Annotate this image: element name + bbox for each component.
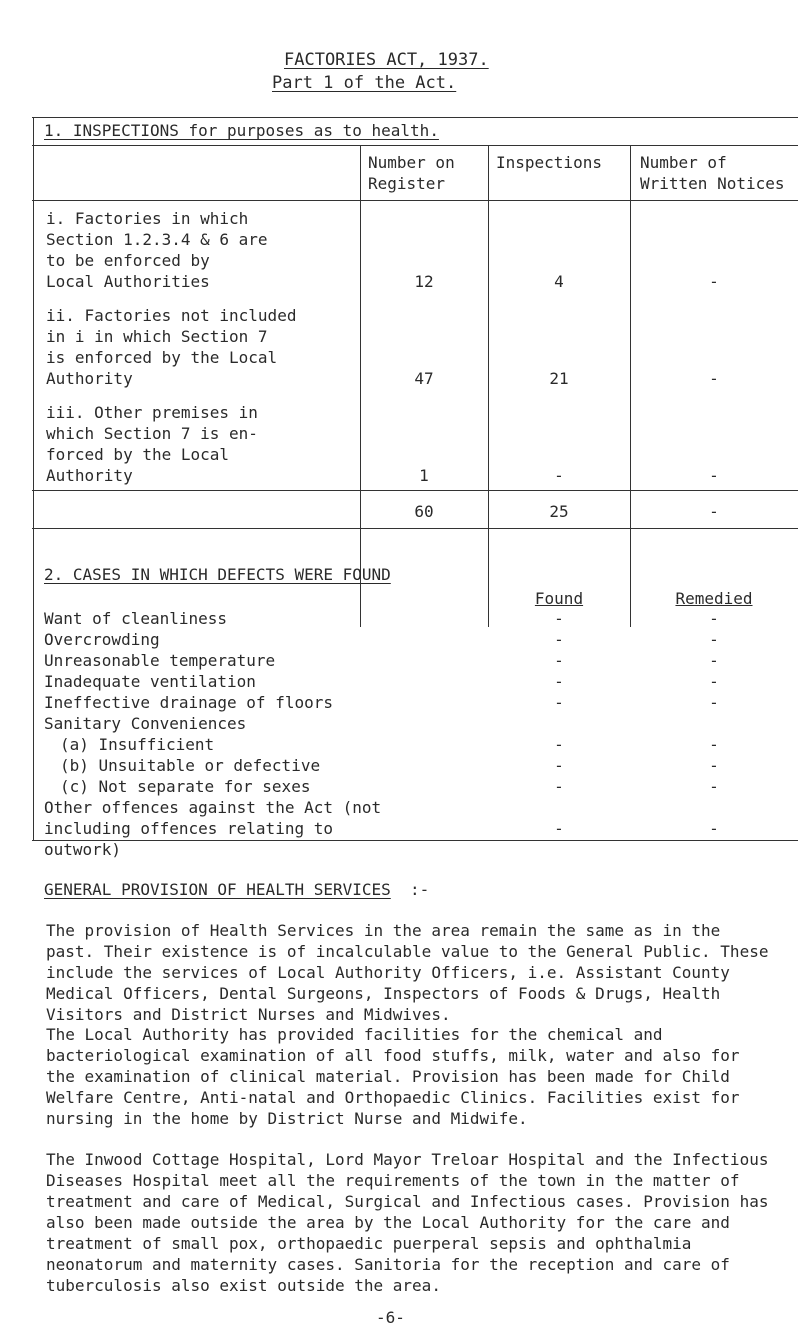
defect-row-label: Overcrowding	[44, 630, 160, 649]
col-inspections: Inspections	[496, 153, 602, 172]
defect-row-found: -	[554, 735, 564, 754]
defect-row-label: Other offences against the Act (not including offences relating to outwork)	[44, 798, 382, 859]
total-inspections: 25	[549, 502, 569, 521]
inspection-row-notices: -	[709, 369, 719, 388]
defect-row-label: Unreasonable temperature	[44, 651, 276, 670]
defect-row-label: (c) Not separate for sexes	[60, 777, 311, 796]
inspection-row-register: 47	[414, 369, 434, 388]
defect-row-remedied: -	[709, 693, 719, 712]
document-title: FACTORIES ACT, 1937.	[284, 50, 489, 70]
defect-row-found: -	[554, 609, 564, 628]
page-number: -6-	[376, 1308, 405, 1327]
inspections-heading: 1. INSPECTIONS for purposes as to health.	[44, 121, 439, 140]
defect-row-found: -	[554, 651, 564, 670]
defect-row-remedied: -	[709, 672, 719, 691]
col-found: Found	[534, 589, 584, 608]
defect-row-remedied: -	[709, 777, 719, 796]
defects-heading: 2. CASES IN WHICH DEFECTS WERE FOUND	[44, 565, 391, 584]
defect-row-found: -	[554, 819, 564, 838]
defect-row-label: Inadequate ventilation	[44, 672, 256, 691]
inspection-row-inspections: 4	[554, 272, 564, 291]
inspection-row-label: ii. Factories not included in i in which Section 7 is enforced by the Local Authority	[46, 306, 297, 388]
defect-row-found: -	[554, 693, 564, 712]
total-notices: -	[709, 502, 719, 521]
defect-row-remedied: -	[709, 609, 719, 628]
defect-row-label: Want of cleanliness	[44, 609, 228, 628]
defect-row-label: Sanitary Conveniences	[44, 714, 247, 733]
total-register: 60	[414, 502, 434, 521]
defect-row-remedied: -	[709, 630, 719, 649]
inspection-row-label: iii. Other premises in which Section 7 is en- forced by the Local Authority	[46, 403, 258, 485]
inspection-row-register: 1	[419, 466, 429, 485]
defect-row-label: Ineffective drainage of floors	[44, 693, 333, 712]
inspection-row-inspections: 21	[549, 369, 569, 388]
defect-row-remedied: -	[709, 819, 719, 838]
general-heading: GENERAL PROVISION OF HEALTH SERVICES	[44, 880, 391, 899]
inspection-row-label: i. Factories in which Section 1.2.3.4 & 6 are to be enforced by Local Authorities	[46, 209, 268, 291]
inspection-row-notices: -	[709, 272, 719, 291]
general-heading-block	[44, 880, 429, 899]
defect-row-found: -	[554, 672, 564, 691]
inspection-row-inspections: -	[554, 466, 564, 485]
general-paragraph: The provision of Health Services in the area remain the same as in the past. Their existence is of incalculable value to the General Public. These include the services of Local Authority Officers, i.e. Assistant County Medical Officers, Dental Surgeons, Inspectors of Foods & Drugs, Health Visitors and District Nurses and Midwives.	[46, 921, 779, 1024]
defect-row-remedied: -	[709, 651, 719, 670]
defect-row-label: (b) Unsuitable or defective	[60, 756, 321, 775]
document-subtitle: Part 1 of the Act.	[272, 73, 457, 93]
defect-row-remedied: -	[709, 756, 719, 775]
inspection-row-notices: -	[709, 466, 719, 485]
defect-row-label: (a) Insufficient	[60, 735, 215, 754]
defect-row-found: -	[554, 630, 564, 649]
inspection-row-register: 12	[414, 272, 434, 291]
col-notices: Number of Written Notices	[640, 153, 785, 193]
defect-row-found: -	[554, 777, 564, 796]
col-register: Number on Register	[368, 153, 455, 193]
defect-row-remedied: -	[709, 735, 719, 754]
general-paragraph: The Local Authority has provided facilities for the chemical and bacteriological examination of all food stuffs, milk, water and also for the examination of clinical material. Provision has been made for Child Welfare Centre, Anti-natal and Orthopaedic Clinics. Facilities exist for nursing in the home by District Nurse and Midwife.	[46, 1025, 750, 1128]
general-heading-suffix: :-	[410, 880, 430, 899]
defect-row-found: -	[554, 756, 564, 775]
general-paragraph: The Inwood Cottage Hospital, Lord Mayor Treloar Hospital and the Infectious Diseases Hospital meet all the requirements of the town in the matter of treatment and care of Medical, Surgical and Infectious cases. Provision has also been made outside the area by the Local Authority for the care and treatment of small pox, orthopaedic puerperal sepsis and ophthalmia neonatorum and maternity cases. Sanitoria for the reception and care of tuberculosis also exist outside the area.	[46, 1150, 779, 1295]
col-remedied: Remedied	[675, 589, 753, 608]
